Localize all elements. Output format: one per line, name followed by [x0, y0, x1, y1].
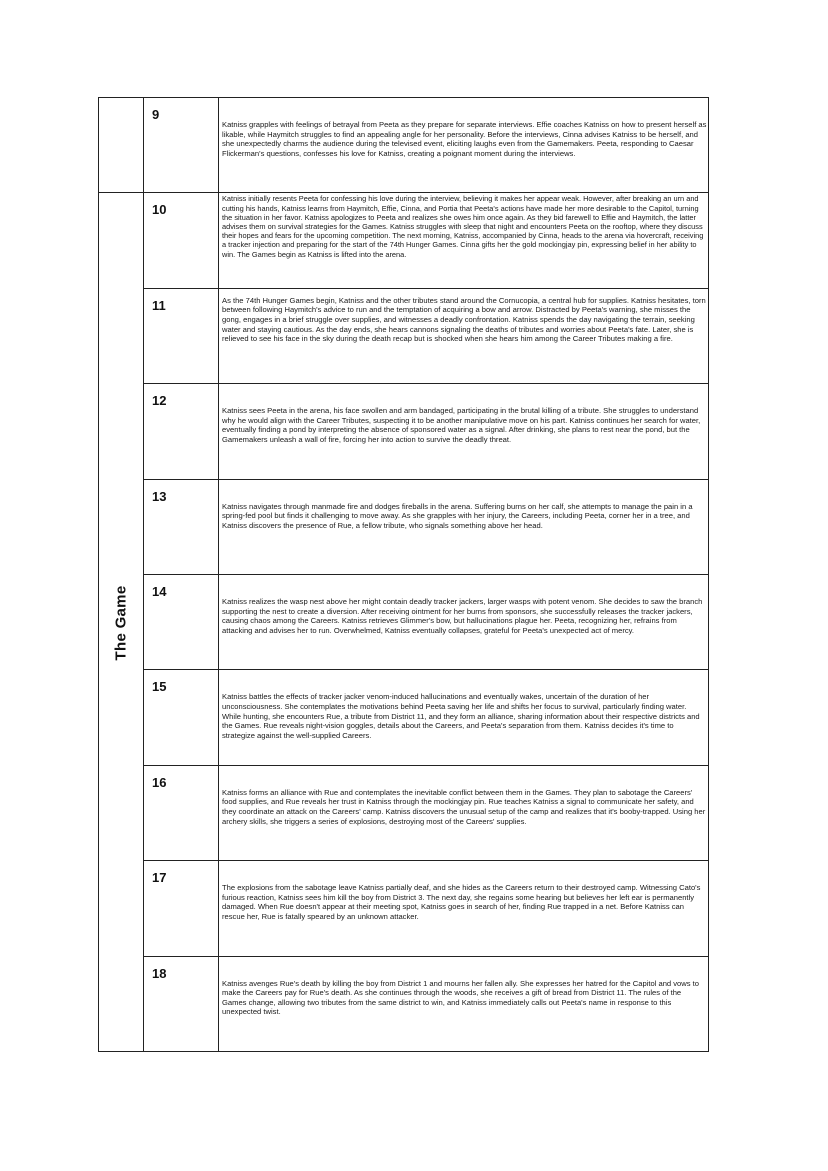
chapter-row: [144, 575, 709, 670]
chapter-number: 10: [152, 202, 167, 218]
chapter-summary-table: [98, 97, 709, 1052]
chapter-number-cell: [144, 957, 219, 1052]
chapter-number: 16: [152, 774, 167, 790]
chapter-row: [144, 98, 709, 193]
chapter-number: 15: [152, 679, 167, 695]
chapter-number-cell: [144, 98, 219, 192]
chapter-summary-cell: [219, 384, 709, 478]
section-column: [99, 98, 144, 1051]
chapter-number: 14: [152, 583, 167, 599]
chapter-number-cell: [144, 384, 219, 478]
chapter-number-cell: [144, 575, 219, 669]
chapter-number: 12: [152, 393, 167, 409]
chapter-number-cell: [144, 670, 219, 764]
chapter-row: [144, 480, 709, 575]
chapter-number: 17: [152, 870, 167, 886]
chapter-number: 11: [152, 297, 166, 313]
chapter-summary: Katniss grapples with feelings of betrayal from Peeta as they prepare for separate interviews. Effie coaches Katniss on how to present herself as likable, while Haymitch struggles to find an appealing angle for her personality. Before the interviews, Cinna advises Katniss to be herself, and she unexpectedly charms the audience during the televised event, eliciting laughs even from the Gamemakers. Peeta, responding to Caesar Flickerman's questions, confesses his love for Katniss, creating a poignant moment during the interviews.: [222, 120, 707, 158]
chapter-summary: As the 74th Hunger Games begin, Katniss and the other tributes stand around the Cornucopia, a central hub for supplies. Katniss hesitates, torn between following Haymitch's advice to run and the temptation of acquiring a bow and arrow. Distracted by Peeta's warning, she misses the gong, engages in a brief struggle over supplies, and witnesses a deadly confrontation. Katniss spends the day navigating the terrain, seeking water and staying cautious. As the day ends, she hears cannons signaling the deaths of tributes and worries about Peeta's fate. Later, she is relieved to see his face in the sky during the death recap but is shocked when she hears him among the Career Tributes making a fire.: [222, 295, 706, 344]
chapter-number: 13: [152, 488, 167, 504]
chapter-row: [144, 193, 709, 288]
chapter-row: [144, 384, 709, 479]
chapter-number-cell: [144, 766, 219, 860]
chapter-summary-cell: [219, 289, 709, 383]
chapter-number-cell: [144, 193, 219, 287]
chapter-summary: Katniss sees Peeta in the arena, his face swollen and arm bandaged, participating in the brutal killing of a tribute. She struggles to understand why he would align with the Career Tributes, suspecting it to be another manipulative move on his part. Katniss continues her search for water, eventually finding a pond by interpreting the absence of sponsored water as a signal. After drinking, she plans to rest near the pond, but the Gamemakers unleash a wall of fire, forcing her into action to survive the deadly threat.: [222, 406, 701, 444]
chapter-summary: The explosions from the sabotage leave Katniss partially deaf, and she hides as the Careers return to their destroyed camp. Witnessing Cato's furious reaction, Katniss sees him kill the boy from District 3. The next day, she regains some hearing but believes her left ear is permanently damaged. When Rue doesn't appear at their meeting spot, Katniss goes in search of her, finding Rue trapped in a net. Before Katniss can rescue her, Rue is fatally speared by an unknown attacker.: [222, 883, 701, 921]
chapter-summary: Katniss battles the effects of tracker jacker venom-induced hallucinations and eventually wakes, uncertain of the duration of her unconsciousness. She contemplates the motivations behind Peeta saving her life and shifts her focus to survival, particularly finding water. While hunting, she encounters Rue, a tribute from District 11, and they form an alliance, sharing information about their respective districts and the Games. Rue reveals night-vision goggles, details about the Careers, and Peeta's separation from them. Katniss decides it's time to strategize against the well-supplied Careers.: [222, 692, 700, 740]
chapter-row: [144, 766, 709, 861]
chapter-summary: Katniss avenges Rue's death by killing the boy from District 1 and mourns her fallen ally. She expresses her hatred for the Capitol and vows to make the Careers pay for Rue's death. As she continues through the woods, she receives a gift of bread from District 11. The rules of the Games change, allowing two tributes from the same district to win, and Katniss immediately calls out Peeta's name in response to this unexpected twist.: [222, 978, 700, 1017]
chapter-row: [144, 670, 709, 765]
chapter-summary-cell: [219, 193, 709, 287]
chapter-summary: Katniss realizes the wasp nest above her might contain deadly tracker jackers, larger wasps with potent venom. She decides to saw the branch supporting the nest to create a diversion. After receiving ointment for her burns from sponsors, she successfully releases the tracker jackers, causing chaos among the Careers. Katniss retrieves Glimmer's bow, but hallucinations plague her. Peeta, recognizing her, refrains from attacking and advises her to run. Overwhelmed, Katniss eventually collapses, grateful for Peeta's unexpected act of mercy.: [222, 596, 703, 635]
chapter-summary-cell: [219, 98, 709, 192]
chapter-number-cell: [144, 289, 219, 383]
chapter-row: [144, 957, 709, 1052]
chapter-number-cell: [144, 480, 219, 574]
chapter-summary: Katniss initially resents Peeta for confessing his love during the interview, believing it makes her appear weak. However, after breaking an urn and cutting his hands, Katniss learns from Haymitch, Effie, Cinna, and Portia that Peeta's actions have made her more desirable to the Capitol, turning the situation in her favor. Katniss apologizes to Peeta and realizes she owes him once again. As they bid farewell to Effie and Haymitch, the latter advises them on survival strategies for the Games. Katniss struggles with sleep that night and encounters Peeta on the rooftop, where they discuss their hopes and fears for the upcoming competition. The next morning, Katniss, accompanied by Cinna, heads to the arena via hovercraft, receiving a tracker injection and preparing for the start of the 74th Hunger Games. Cinna gifts her the gold mockingjay pin, expressing belief in her ability to win. The Games begin as Katniss is lifted into the arena.: [222, 194, 704, 259]
chapter-number-cell: [144, 861, 219, 955]
chapter-summary-cell: [219, 480, 709, 574]
chapter-row: [144, 861, 709, 956]
chapter-summary: Katniss forms an alliance with Rue and contemplates the inevitable conflict between them in the Games. They plan to sabotage the Careers' food supplies, and Rue reveals her trust in Katniss through the mockingjay pin. Rue teaches Katniss a signal to communicate her safety, and they coordinate an attack on the Careers' camp. Katniss discovers the unusual setup of the camp and realizes that it's booby-trapped. Using her archery skills, she triggers a series of explosions, destroying most of the Careers' supplies.: [222, 787, 706, 826]
chapter-rows: [144, 98, 709, 1052]
chapter-summary: Katniss navigates through manmade fire and dodges fireballs in the arena. Suffering burns on her calf, she attempts to manage the pain in a spring-fed pool but finds it challenging to move away. As she grapples with her injury, the Careers, including Peeta, corner her in a tree, and Katniss discovers the presence of Rue, a fellow tribute, who signals something above her head.: [222, 501, 693, 530]
chapter-summary-cell: [219, 861, 709, 955]
chapter-number: 18: [152, 965, 167, 981]
chapter-summary-cell: [219, 670, 709, 764]
chapter-summary-cell: [219, 957, 709, 1052]
section-top-cell: [99, 98, 144, 193]
chapter-summary-cell: [219, 766, 709, 860]
chapter-row: [144, 289, 709, 384]
section-label: The Game: [112, 585, 130, 661]
chapter-summary-cell: [219, 575, 709, 669]
chapter-number: 9: [152, 107, 160, 122]
